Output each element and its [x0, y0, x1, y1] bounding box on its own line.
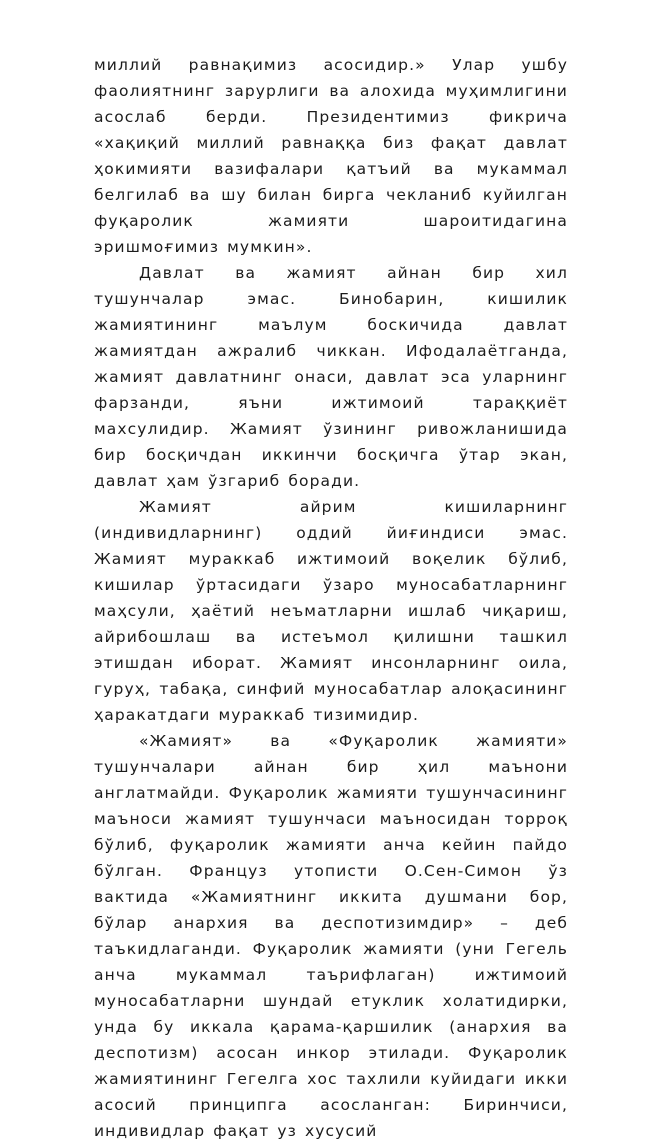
paragraph-civil-society: «Жамият» ва «Фуқаролик жамияти» тушунчалари айнан бир ҳил маънони англатмайди. Фуқаролик жамияти тушунчасининг маъноси жамият тушунчаси маъносидан торроқ бўлиб, фуқаролик жамияти анча кейин пайдо бўлган. Француз утописти О.Сен-Симон ўз вактида «Жамиятнинг иккита душмани бор, бўлар анархия ва деспотизимдир» – деб таъкидлаганди. Фуқаролик жамияти (уни Гегель анча мукаммал таърифлаган) ижтимоий муносабатларни шундай етуклик холатидирки, унда бу иккала қарама-қаршилик (анархия ва деспотизм) асосан инкор этилади. Фуқаролик жамиятининг Гегелга хос тахлили куйидаги икки асосий принципга асосланган: Биринчиси, индивидлар фақат уз хусусий — [94, 732, 568, 1140]
paragraph-society-definition: Жамият айрим кишиларнинг (индивидларнинг) оддий йиғиндиси эмас. Жамият мураккаб ижтимоий воқелик бўлиб, кишилар ўртасидаги ўзаро муносабатларнинг маҳсули, ҳаётий неъматларни ишлаб чиқариш, айрибошлаш ва истеъмол қилишни ташкил этишдан иборат. Жамият инсонларнинг оила, гуруҳ, табақа, синфий муносабатлар алоқасининг ҳаракатдаги мураккаб тизимидир. — [94, 498, 568, 724]
paragraph-state-and-society: Давлат ва жамият айнан бир хил тушунчалар эмас. Бинобарин, кишилик жамиятининг маълум боскичида давлат жамиятдан ажралиб чиккан. Ифодалаётганда, жамият давлатнинг онаси, давлат эса уларнинг фарзанди, яъни ижтимоий тараққиёт махсулидир. Жамият ўзининг ривожланишида бир босқичдан иккинчи босқичга ўтар экан, давлат ҳам ўзгариб боради. — [94, 264, 568, 490]
document-page — [94, 52, 568, 1144]
paragraph-continued: миллий равнақимиз асосидир.» Улар ушбу фаолиятнинг зарурлиги ва алохида муҳимлигини асослаб берди. Президентимиз фикрича «хақиқий миллий равнаққа биз фақат давлат ҳокимияти вазифалари қатъий ва мукаммал белгилаб ва шу билан бирга чекланиб куйилган фуқаролик жамияти шароитидагина эришмоғимиз мумкин». — [94, 56, 568, 256]
